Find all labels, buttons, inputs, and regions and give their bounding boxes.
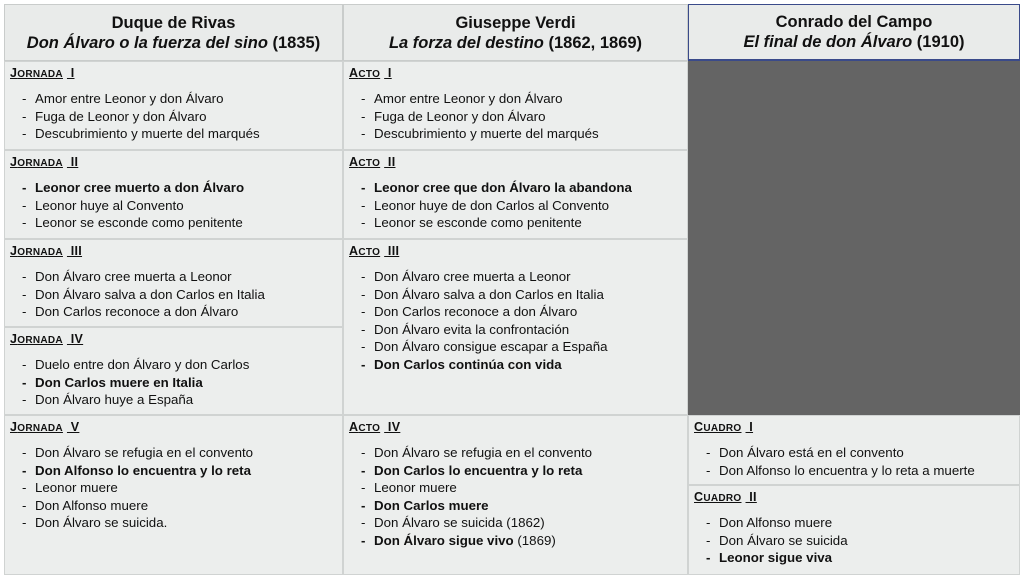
list-item: - Duelo entre don Álvaro y don Carlos bbox=[35, 356, 249, 374]
list-item: - Fuga de Leonor y don Álvaro bbox=[374, 108, 599, 126]
list-item: - Don Álvaro cree muerta a Leonor bbox=[35, 268, 265, 286]
header-campo bbox=[688, 4, 1020, 61]
header-author: Conrado del Campo bbox=[775, 13, 933, 31]
section-list bbox=[374, 90, 599, 143]
list-item: - Don Álvaro consigue escapar a España bbox=[374, 338, 608, 356]
section-title: CUADRO I bbox=[694, 420, 754, 434]
list-item: - Leonor muere bbox=[374, 479, 592, 497]
section-title: JORNADA III bbox=[10, 244, 83, 258]
section-verdi-4 bbox=[343, 415, 688, 575]
list-item: - Don Álvaro sigue vivo (1869) bbox=[374, 532, 592, 550]
section-rivas-5 bbox=[4, 415, 343, 575]
list-item: - Don Álvaro está en el convento bbox=[719, 444, 975, 462]
list-item: - Don Álvaro se suicida. bbox=[35, 514, 253, 532]
section-campo-1 bbox=[688, 415, 1020, 485]
header-work: El final de don Álvaro (1910) bbox=[743, 33, 965, 51]
section-title: JORNADA I bbox=[10, 66, 75, 80]
section-list bbox=[374, 268, 608, 374]
section-list bbox=[35, 179, 244, 232]
header-rivas bbox=[4, 4, 343, 61]
list-item: - Don Alfonso muere bbox=[35, 497, 253, 515]
list-item: - Don Carlos continúa con vida bbox=[374, 356, 608, 374]
list-item: - Leonor huye al Convento bbox=[35, 197, 244, 215]
list-item: - Don Álvaro huye a España bbox=[35, 391, 249, 409]
list-item: - Don Alfonso lo encuentra y lo reta bbox=[35, 462, 253, 480]
list-item: - Leonor muere bbox=[35, 479, 253, 497]
list-item: - Descubrimiento y muerte del marqués bbox=[374, 125, 599, 143]
list-item: - Leonor cree que don Álvaro la abandona bbox=[374, 179, 632, 197]
list-item: - Don Álvaro cree muerta a Leonor bbox=[374, 268, 608, 286]
empty-gray-block bbox=[688, 61, 1020, 415]
list-item: - Don Álvaro evita la confrontación bbox=[374, 321, 608, 339]
list-item: - Don Carlos muere en Italia bbox=[35, 374, 249, 392]
list-item: - Amor entre Leonor y don Álvaro bbox=[35, 90, 260, 108]
list-item: - Descubrimiento y muerte del marqués bbox=[35, 125, 260, 143]
column-verdi bbox=[343, 61, 688, 575]
list-item: - Don Carlos reconoce a don Álvaro bbox=[35, 303, 265, 321]
list-item: - Don Álvaro se suicida bbox=[719, 532, 848, 550]
list-item: - Don Carlos muere bbox=[374, 497, 592, 515]
section-title: CUADRO II bbox=[694, 490, 757, 504]
list-item: - Don Álvaro salva a don Carlos en Italia bbox=[374, 286, 608, 304]
section-rivas-4 bbox=[4, 327, 343, 415]
section-campo-2 bbox=[688, 485, 1020, 575]
section-list bbox=[35, 268, 265, 321]
list-item: - Leonor cree muerto a don Álvaro bbox=[35, 179, 244, 197]
section-title: JORNADA IV bbox=[10, 332, 84, 346]
list-item: - Don Alfonso muere bbox=[719, 514, 848, 532]
section-rivas-3 bbox=[4, 239, 343, 327]
column-rivas bbox=[4, 61, 343, 575]
list-item: - Leonor se esconde como penitente bbox=[35, 214, 244, 232]
section-verdi-2 bbox=[343, 150, 688, 239]
list-item: - Don Carlos reconoce a don Álvaro bbox=[374, 303, 608, 321]
section-title: ACTO II bbox=[349, 155, 396, 169]
list-item: - Leonor se esconde como penitente bbox=[374, 214, 632, 232]
list-item: - Amor entre Leonor y don Álvaro bbox=[374, 90, 599, 108]
header-work: Don Álvaro o la fuerza del sino (1835) bbox=[26, 33, 321, 52]
section-title: ACTO III bbox=[349, 244, 400, 258]
list-item: - Don Álvaro se refugia en el convento bbox=[374, 444, 592, 462]
header-author: Giuseppe Verdi bbox=[455, 13, 576, 32]
list-item: - Don Carlos lo encuentra y lo reta bbox=[374, 462, 592, 480]
list-item: - Don Álvaro salva a don Carlos en Italia bbox=[35, 286, 265, 304]
header-verdi bbox=[343, 4, 688, 61]
section-title: JORNADA V bbox=[10, 420, 80, 434]
section-list bbox=[719, 514, 848, 567]
list-item: - Don Álvaro se suicida (1862) bbox=[374, 514, 592, 532]
section-list bbox=[719, 444, 975, 479]
column-campo bbox=[688, 61, 1020, 575]
section-list bbox=[35, 356, 249, 409]
section-title: ACTO IV bbox=[349, 420, 401, 434]
list-item: - Don Alfonso lo encuentra y lo reta a muerte bbox=[719, 462, 975, 480]
list-item: - Fuga de Leonor y don Álvaro bbox=[35, 108, 260, 126]
header-author: Duque de Rivas bbox=[111, 13, 236, 32]
list-item: - Don Álvaro se refugia en el convento bbox=[35, 444, 253, 462]
section-list bbox=[374, 179, 632, 232]
section-rivas-1 bbox=[4, 61, 343, 150]
section-verdi-1 bbox=[343, 61, 688, 150]
section-list bbox=[374, 444, 592, 550]
list-item: - Leonor sigue viva bbox=[719, 549, 848, 567]
section-title: JORNADA II bbox=[10, 155, 79, 169]
section-rivas-2 bbox=[4, 150, 343, 239]
header-work: La forza del destino (1862, 1869) bbox=[388, 33, 643, 52]
section-list bbox=[35, 90, 260, 143]
list-item: - Leonor huye de don Carlos al Convento bbox=[374, 197, 632, 215]
section-list bbox=[35, 444, 253, 532]
section-title: ACTO I bbox=[349, 66, 392, 80]
section-verdi-3 bbox=[343, 239, 688, 415]
